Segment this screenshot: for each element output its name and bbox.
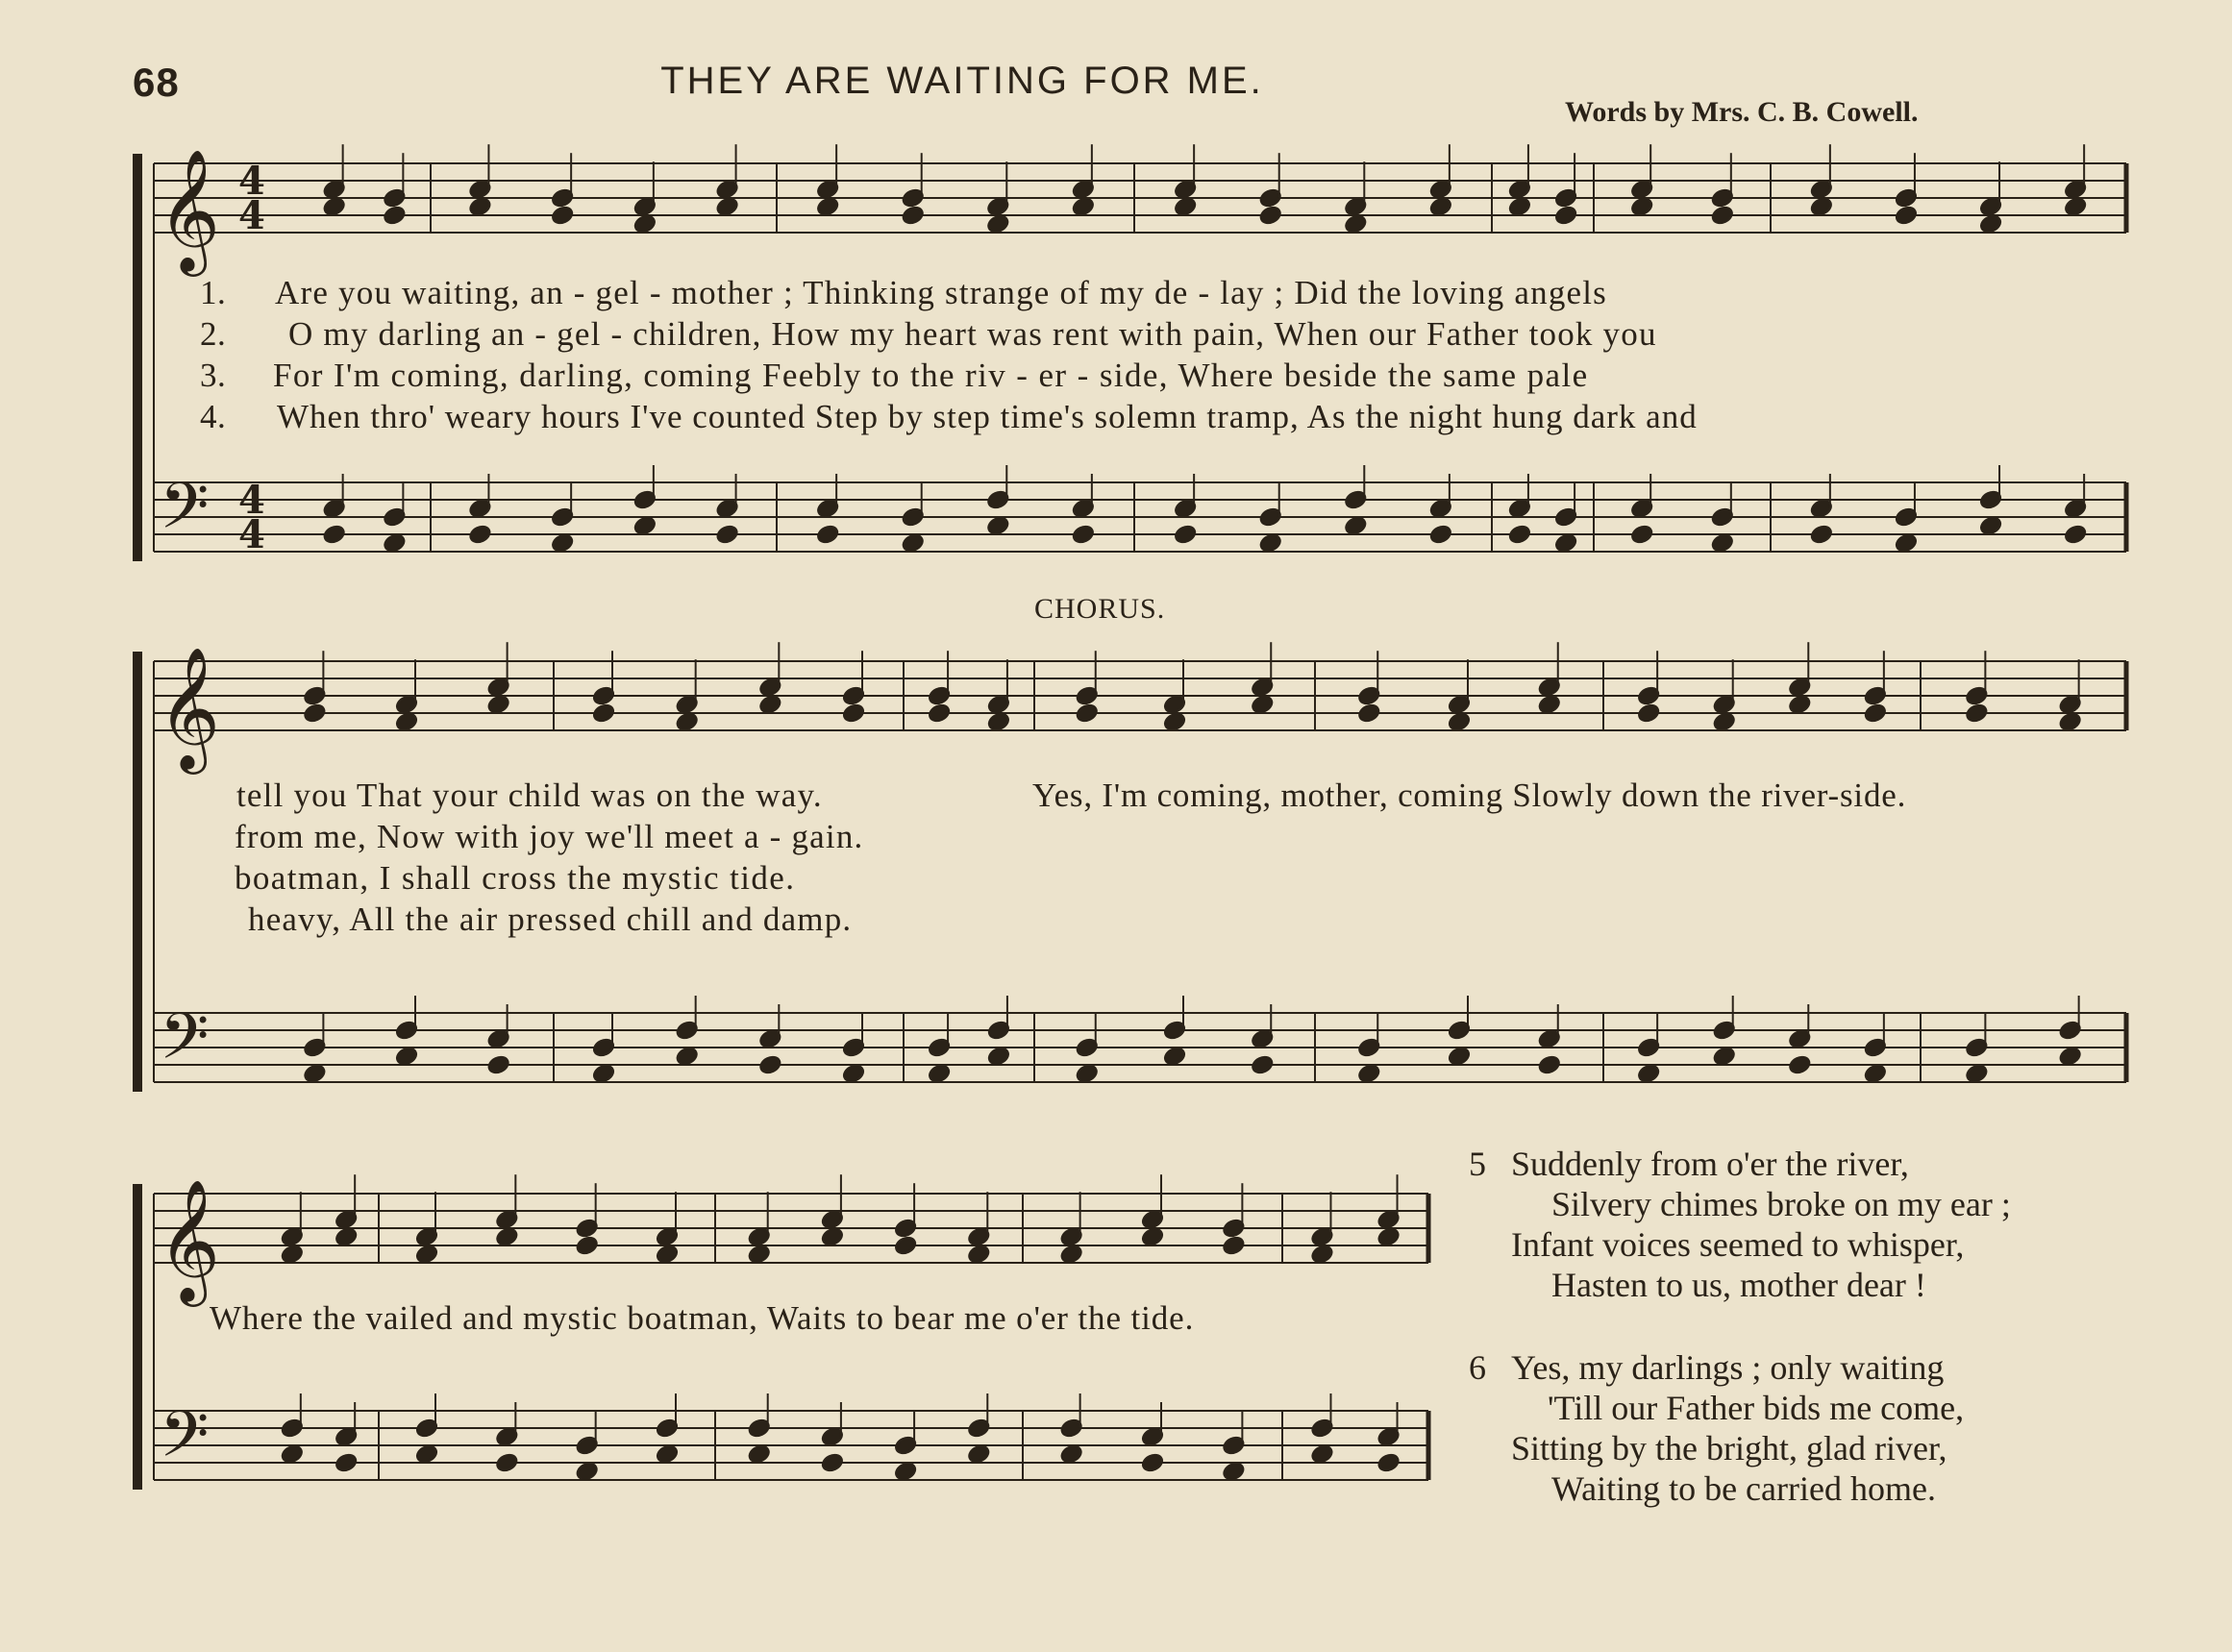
time-signature-bottom: 4 [238,193,265,238]
note-head [1357,1063,1380,1083]
note-head [1377,1226,1401,1246]
note-head [1251,694,1274,714]
note-head [1637,703,1660,723]
note-head [902,205,925,225]
note-head [986,213,1009,234]
note-head [1864,1063,1887,1083]
note-head [281,1443,304,1464]
lyricist-credit: Words by Mrs. C. B. Cowell. [1565,96,1919,128]
note-head [758,694,781,714]
note-head [1072,524,1095,544]
note-head [576,1461,599,1481]
note-head [1310,1443,1333,1464]
note-head [1357,703,1380,723]
note-head [816,196,839,216]
verse-5-number: 5 [1469,1145,1486,1183]
note-head [894,1235,917,1255]
verse-number-2: 2. [200,315,227,353]
note-head [987,711,1010,731]
treble-clef-icon: 𝄞 [158,148,221,271]
note-head [821,1226,844,1246]
note-head [395,1046,418,1066]
note-head [1713,711,1736,731]
verse-number-3: 3. [200,357,227,394]
note-head [1344,515,1367,535]
note-head [1141,1452,1164,1472]
note-head [592,1063,615,1083]
note-head [2064,524,2087,544]
note-head [383,532,406,553]
note-head [1377,1452,1401,1472]
bass-clef-icon: 𝄢 [160,469,210,558]
treble-clef-icon: 𝄞 [158,1178,221,1301]
lyric-line-verse-2: O my darling an - gel - children, How my heart was rent with pain, When our Father took you [288,315,1657,353]
note-head [1429,196,1452,216]
lyric-line-2-verse-1: tell you That your child was on the way. [236,777,823,814]
verse-5-line-4: Hasten to us, mother dear ! [1551,1266,1926,1304]
note-head [1630,524,1653,544]
note-head [1076,1063,1099,1083]
lyric-line-verse-3: For I'm coming, darling, coming Feebly to the riv - er - side, Where beside the same pale [273,357,1589,394]
note-head [1174,196,1197,216]
system-brace [133,1184,142,1490]
note-head [1060,1244,1083,1264]
note-head [1538,1054,1561,1074]
note-head [576,1235,599,1255]
note-head [1810,524,1833,544]
note-head [1637,1063,1660,1083]
verse-6-line-4: Waiting to be carried home. [1551,1469,1936,1508]
bass-clef-icon: 𝄢 [160,999,210,1089]
note-head [1711,532,1734,553]
verse-5-line-2: Silvery chimes broke on my ear ; [1551,1185,2011,1223]
note-head [551,532,574,553]
note-head [758,1054,781,1074]
time-signature-bottom: 4 [238,512,265,557]
note-head [928,1063,951,1083]
note-head [1713,1046,1736,1066]
note-head [2059,711,2082,731]
note-head [986,515,1009,535]
note-head [1788,1054,1811,1074]
note-head [468,196,491,216]
note-head [495,1452,518,1472]
time-signature-top: 4 [238,159,265,204]
note-head [656,1244,679,1264]
note-head [1310,1244,1333,1264]
note-head [395,711,418,731]
note-head [1508,196,1531,216]
verse-6-line-3: Sitting by the bright, glad river, [1511,1429,1947,1467]
treble-clef-icon: 𝄞 [158,646,221,769]
note-head [1251,1054,1274,1074]
note-head [551,205,574,225]
verse-number-1: 1. [200,274,227,311]
note-head [495,1226,518,1246]
note-head [1554,205,1577,225]
note-head [281,1244,304,1264]
verse-number-4: 4. [200,398,227,435]
note-head [748,1244,771,1264]
note-head [335,1452,358,1472]
note-head [967,1443,990,1464]
note-head [468,524,491,544]
note-head [1788,694,1811,714]
note-head [1076,703,1099,723]
note-head [633,515,657,535]
note-head [1259,205,1282,225]
time-signature-top: 4 [238,478,265,523]
note-head [1448,711,1471,731]
note-head [902,532,925,553]
lyric-line-2-verse-4: heavy, All the air pressed chill and damp. [248,900,853,938]
note-head [676,1046,699,1066]
song-title: THEY ARE WAITING FOR ME. [660,60,1264,102]
verse-5-line-1: Suddenly from o'er the river, [1511,1145,1909,1183]
note-head [1538,694,1561,714]
lyric-line-2-verse-3: boatman, I shall cross the mystic tide. [235,859,796,897]
note-head [1429,524,1452,544]
note-head [1810,196,1833,216]
note-head [1965,1063,1988,1083]
note-head [1895,205,1918,225]
note-head [1072,196,1095,216]
note-head [1163,1046,1186,1066]
note-head [1060,1443,1083,1464]
note-head [987,1046,1010,1066]
note-head [335,1226,358,1246]
system-brace [133,154,142,561]
note-head [1711,205,1734,225]
note-head [2059,1046,2082,1066]
note-head [487,1054,510,1074]
note-head [656,1443,679,1464]
note-head [1864,703,1887,723]
page-number: 68 [133,60,180,105]
lyric-line-verse-1: Are you waiting, an - gel - mother ; Thinking strange of my de - lay ; Did the loving angels [275,274,1608,311]
note-head [1222,1235,1245,1255]
note-head [1508,524,1531,544]
note-head [1344,213,1367,234]
verse-5-line-3: Infant voices seemed to whisper, [1511,1225,1965,1264]
note-head [323,524,346,544]
note-head [1630,196,1653,216]
chorus-lyric-line: Yes, I'm coming, mother, coming Slowly down the river-side. [1032,777,1907,814]
note-head [303,1063,326,1083]
note-head [592,703,615,723]
note-head [928,703,951,723]
note-head [676,711,699,731]
note-head [1259,532,1282,553]
note-head [1141,1226,1164,1246]
verse-6-line-1: Yes, my darlings ; only waiting [1511,1348,1945,1387]
verse-6-line-2: 'Till our Father bids me come, [1548,1389,1965,1427]
chorus-label: CHORUS. [1034,593,1166,625]
note-head [487,694,510,714]
note-head [1163,711,1186,731]
note-head [842,703,865,723]
note-head [2064,196,2087,216]
note-head [1222,1461,1245,1481]
chorus-lyric-line-2: Where the vailed and mystic boatman, Waits to bear me o'er the tide. [210,1299,1195,1337]
lyric-line-2-verse-2: from me, Now with joy we'll meet a - gain. [235,818,864,855]
note-head [1965,703,1988,723]
note-head [842,1063,865,1083]
verse-6-number: 6 [1469,1348,1486,1387]
note-head [894,1461,917,1481]
note-head [1448,1046,1471,1066]
note-head [303,703,326,723]
note-head [748,1443,771,1464]
note-head [1979,213,2002,234]
note-head [415,1244,438,1264]
note-head [816,524,839,544]
note-head [1979,515,2002,535]
note-head [383,205,406,225]
note-head [716,196,739,216]
note-head [415,1443,438,1464]
note-head [323,196,346,216]
note-head [821,1452,844,1472]
note-head [633,213,657,234]
note-head [1554,532,1577,553]
note-head [1174,524,1197,544]
system-brace [133,652,142,1092]
note-head [967,1244,990,1264]
bass-clef-icon: 𝄢 [160,1397,210,1487]
note-head [1895,532,1918,553]
lyric-line-verse-4: When thro' weary hours I've counted Step by step time's solemn tramp, As the night hung dark and [277,398,1698,435]
note-head [716,524,739,544]
